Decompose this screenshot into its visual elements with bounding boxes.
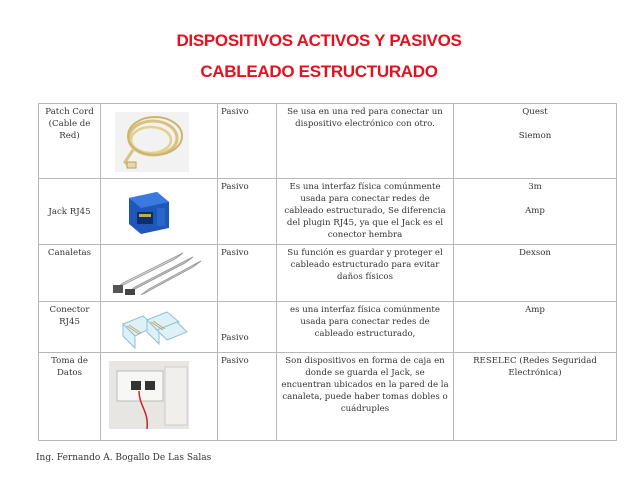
- device-type: Pasivo: [218, 104, 277, 179]
- device-image-cell: [101, 353, 218, 441]
- page-subtitle: CABLEADO ESTRUCTURADO: [200, 62, 438, 81]
- device-image-cell: [101, 179, 218, 245]
- device-brands: [454, 353, 617, 441]
- device-description: Es una interfaz física comúnmente usada para conectar redes de cableado estructurado, Se diferencia del plugin RJ45, ya que el Jack es el conector hembra: [277, 179, 454, 245]
- brand-name: Dexson: [519, 248, 551, 258]
- devices-table: [38, 103, 617, 441]
- brand-name: Amp: [525, 206, 545, 216]
- device-type: Pasivo: [218, 353, 277, 441]
- table-row: [39, 302, 617, 353]
- device-name: Toma de Datos: [39, 353, 101, 441]
- device-name: Patch Cord (Cable de Red): [39, 104, 101, 179]
- table-row: [39, 179, 617, 245]
- rj45-plugs-image: [119, 304, 189, 350]
- device-brands: [454, 179, 617, 245]
- device-name: Conector RJ45: [39, 302, 101, 353]
- device-description: Se usa en una red para conectar un dispositivo electrónico con otro.: [277, 104, 454, 179]
- author-footer: Ing. Fernando A. Bogallo De Las Salas: [36, 453, 212, 463]
- table-row: [39, 245, 617, 302]
- device-description: es una interfaz física comúnmente usada para conectar redes de cableado estructurado,: [277, 302, 454, 353]
- device-brands: [454, 104, 617, 179]
- device-name: Jack RJ45: [39, 179, 101, 245]
- device-image-cell: [101, 245, 218, 302]
- brand-name: Quest: [522, 107, 548, 117]
- raceway-image: [113, 249, 203, 295]
- page-title: DISPOSITIVOS ACTIVOS Y PASIVOS: [176, 31, 462, 50]
- device-type: Pasivo: [218, 302, 277, 353]
- data-outlet-image: [109, 361, 189, 429]
- device-description: Son dispositivos en forma de caja en donde se guarda el Jack, se encuentran ubicados en la pared de la canaleta, puede haber tomas dobles o cuádruples: [277, 353, 454, 441]
- device-type: Pasivo: [218, 179, 277, 245]
- device-type: Pasivo: [218, 245, 277, 302]
- device-description: Su función es guardar y proteger el cableado estructurado para evitar daños físicos: [277, 245, 454, 302]
- table-row: [39, 353, 617, 441]
- device-name: Canaletas: [39, 245, 101, 302]
- table-row: [39, 104, 617, 179]
- device-brands: [454, 302, 617, 353]
- brand-name: Siemon: [518, 131, 552, 141]
- brand-name: 3m: [528, 182, 542, 192]
- brand-name: RESELEC (Redes Seguridad Electrónica): [473, 356, 597, 378]
- device-image-cell: [101, 104, 218, 179]
- patch-cord-image: [115, 112, 189, 172]
- keystone-jack-image: [123, 188, 173, 236]
- device-brands: [454, 245, 617, 302]
- brand-name: Amp: [525, 305, 545, 315]
- device-image-cell: [101, 302, 218, 353]
